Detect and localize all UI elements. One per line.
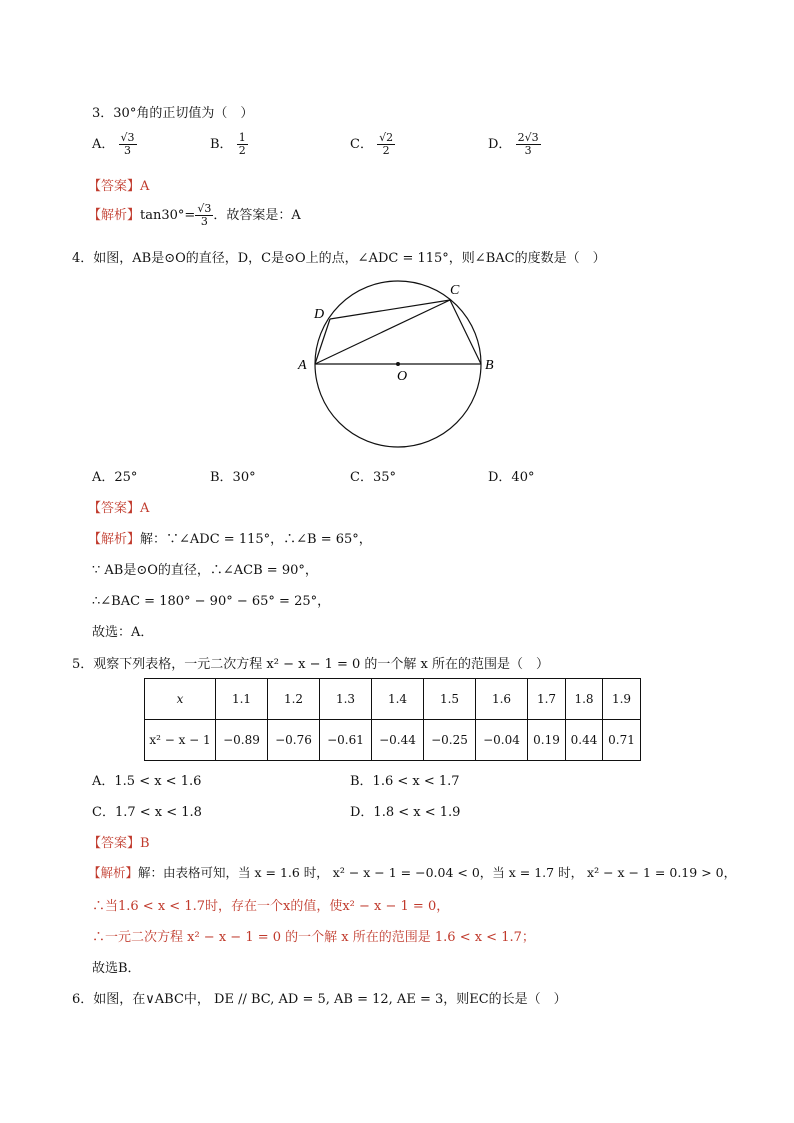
q4-option-d[interactable]: D．40° [488,470,535,485]
q3-option-c[interactable]: C． $\frac{√2}{2}$ [350,131,394,157]
q5-option-c[interactable]: C．1.7 < x < 1.8 [92,805,202,820]
table-cell: 0.71 [603,720,641,761]
q4-option-c[interactable]: C．35° [350,470,396,485]
q3-stem: 3．30°角的正切值为（ ） [92,106,254,121]
table-cell: −0.61 [320,720,372,761]
table-cell: 1.8 [566,679,603,720]
table-cell: 1.2 [268,679,320,720]
chord-ad [315,319,330,364]
q3-answer: 【答案】A [88,179,150,194]
table-cell: 0.19 [528,720,566,761]
q4-option-a[interactable]: A．25° [92,470,138,485]
table-cell: 1.9 [603,679,641,720]
table-cell: −0.89 [216,720,268,761]
table-cell: −0.25 [424,720,476,761]
chord-cb [450,300,481,364]
q5-option-b[interactable]: B．1.6 < x < 1.7 [350,774,460,789]
table-header-expr: x² − x − 1 [145,720,216,761]
q4-option-b[interactable]: B．30° [210,470,256,485]
q5-option-a[interactable]: A．1.5 < x < 1.6 [92,774,202,789]
q6-stem: 6．如图，在∨ABC中， DE // BC, AD = 5, AB = 12, AE = 3，则EC的长是（ ） [72,992,567,1007]
q3-analysis: 【解析】tan30°= $\frac{√3}{3}$ ．故答案是：A [88,202,301,228]
label-o: O [397,369,408,384]
q3-option-a[interactable]: A． $\frac{√3}{3}$ [92,131,135,157]
table-cell: 0.44 [566,720,603,761]
table-cell: 1.5 [424,679,476,720]
q4-analysis-line1: 【解析】解：∵∠ADC = 115°，∴∠B = 65°， [88,532,372,547]
q4-stem: 4．如图，AB是⊙O的直径，D，C是⊙O上的点，∠ADC = 115°，则∠BAC的度数是（ ） [72,251,606,266]
table-cell: 1.6 [476,679,528,720]
q4-analysis-line3: ∴∠BAC = 180° − 90° − 65° = 25°， [92,594,331,609]
table-cell: 1.3 [320,679,372,720]
label-c: C [450,283,460,298]
q4-analysis-line4: 故选：A． [92,625,154,640]
table-cell: 1.1 [216,679,268,720]
center-point [396,362,400,366]
chord-dc [330,300,450,319]
label-b: B [485,358,494,373]
q5-analysis-line4: 故选B． [92,961,141,976]
q5-stem: 5．观察下列表格，一元二次方程 x² − x − 1 = 0 的一个解 x 所在的范围是（ ） [72,657,550,672]
table-cell: −0.44 [372,720,424,761]
table-row [145,679,641,720]
table-cell: −0.04 [476,720,528,761]
q4-analysis-line2: ∵ AB是⊙O的直径，∴∠ACB = 90°， [92,563,318,578]
table-cell: 1.4 [372,679,424,720]
q3-option-d[interactable]: D． $\frac{2√3}{3}$ [488,131,539,157]
q5-answer: 【答案】B [88,836,150,851]
circle-figure [290,272,510,457]
table-cell: −0.76 [268,720,320,761]
q3-option-b[interactable]: B． $\frac{1}{2}$ [210,131,246,157]
table-header-x: x [145,679,216,720]
q5-analysis-line3: ∴一元二次方程 x² − x − 1 = 0 的一个解 x 所在的范围是 1.6 < x < 1.7； [92,930,535,945]
table-row [145,720,641,761]
q4-answer: 【答案】A [88,501,150,516]
label-d: D [314,307,325,322]
table-cell: 1.7 [528,679,566,720]
values-table [144,678,641,761]
q5-analysis-line1: 【解析】解：由表格可知，当 x = 1.6 时， x² − x − 1 = −0.04 < 0，当 x = 1.7 时， x² − x − 1 = 0.19 > 0， [88,865,737,880]
q5-analysis-line2: ∴当1.6 < x < 1.7时，存在一个x的值，使x² − x − 1 = 0， [92,899,450,914]
label-a: A [298,358,307,373]
q5-option-d[interactable]: D．1.8 < x < 1.9 [350,805,461,820]
